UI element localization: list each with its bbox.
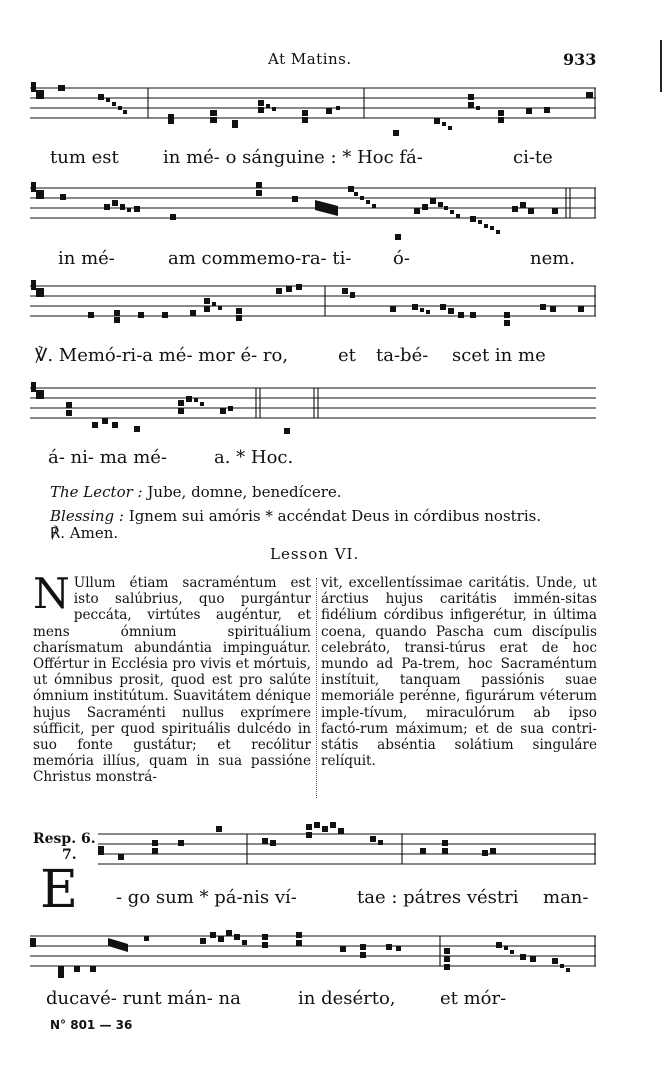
blessing-label: Blessing :: [50, 507, 124, 525]
lesson-right-column: [321, 575, 597, 769]
responsory-line-1-a: - go sum * pá-nis ví-: [116, 887, 297, 908]
responsory-label: Resp. 6.: [33, 831, 96, 847]
staff-3-lyric-c: ta-bé-: [376, 345, 429, 366]
footer-code: N° 801 — 36: [50, 1018, 133, 1032]
staff-2-lyric-c: ó-: [393, 248, 410, 269]
staff-1-lyric-c: ci-te: [513, 147, 553, 168]
lesson-dropcap: N: [33, 569, 70, 618]
blessing-text: Ignem sui amóris * accéndat Deus in córdibus nostris.: [128, 507, 542, 525]
responsory-line-1-b: tae : pátres véstri: [357, 887, 519, 908]
responsory-staff-1: [98, 822, 596, 882]
responsory-staff-2: [30, 920, 596, 980]
staff-3-lyric-d: scet in me: [452, 345, 546, 366]
chant-staff-4: [30, 382, 596, 442]
lector-label: The Lector :: [50, 483, 143, 501]
page-edge-mark: [660, 40, 662, 92]
chant-staff-3: [30, 280, 596, 340]
lector-text: Jube, domne, benedícere.: [147, 483, 342, 501]
staff-1-lyric-a: tum est: [50, 147, 119, 168]
lector-line: [50, 483, 342, 501]
chant-staff-1: [30, 82, 596, 142]
staff-1-lyric-b: in mé- o sánguine : * Hoc fá-: [163, 147, 423, 168]
column-divider: [316, 578, 317, 798]
lesson-title: Lesson VI.: [270, 545, 360, 563]
staff-2-lyric-d: nem.: [530, 248, 576, 269]
response-amen: ℟. Amen.: [50, 524, 119, 542]
staff-3-lyric-a: ℣. Memó-ri-a mé- mor é- ro,: [35, 345, 289, 366]
staff-2-lyric-a: in mé-: [58, 248, 115, 269]
responsory-initial: E: [40, 860, 78, 920]
responsory-line-1-c: man-: [543, 887, 589, 908]
staff-3-lyric-b: et: [338, 345, 356, 366]
staff-4-lyric-a: á- ni- ma mé-: [48, 447, 168, 468]
responsory-line-2-b: in desérto,: [298, 988, 396, 1009]
responsory-line-2-c: et mór-: [440, 988, 507, 1009]
page-number: 933: [563, 50, 597, 69]
lesson-left-column: [33, 569, 311, 786]
responsory-mode: 7.: [62, 847, 77, 863]
page-header-title: At Matins.: [268, 50, 352, 68]
staff-2-lyric-b: am commemo-ra- ti-: [168, 248, 352, 269]
chant-staff-2: [30, 182, 596, 242]
responsory-line-2-a: ducavé- runt mán- na: [46, 988, 241, 1009]
staff-4-lyric-b: a. * Hoc.: [214, 447, 294, 468]
lesson-left-text: Ullum étiam sacraméntum est isto salúbrius, quo purgántur peccáta, virtútes augéntur, et mens ómnium spirituálium charísmatum abundántia impinguátur. Offértur in Ecclésia pro vivis et mórtuis, ut ómnibus prosit, quod est pro salúte ómnium institútum. Suavitátem dénique hujus Sacraménti nullus exprímere súfficit, per quod spirituális dulcédo in suo fonte gustátur; et recólitur memória illíus, quam in sua passióne Christus monstrá-: [33, 575, 311, 786]
blessing-line: [50, 507, 541, 525]
lesson-right-text: vit, excellentíssimae caritátis. Unde, ut árctius hujus caritátis immén-sitas fidélium córdibus infigerétur, in última coena, quando Pascha cum discípulis celebráto, transi-túrus erat de hoc mundo ad Pa-trem, hoc Sacraméntum instítuit, tanquam passiónis suae memoriále perénne, figurárum véterum imple-tívum, miraculórum ab ipso factó-rum máximum; et de sua contri-státis abséntia solátium singuláre relíquit.: [321, 575, 597, 770]
